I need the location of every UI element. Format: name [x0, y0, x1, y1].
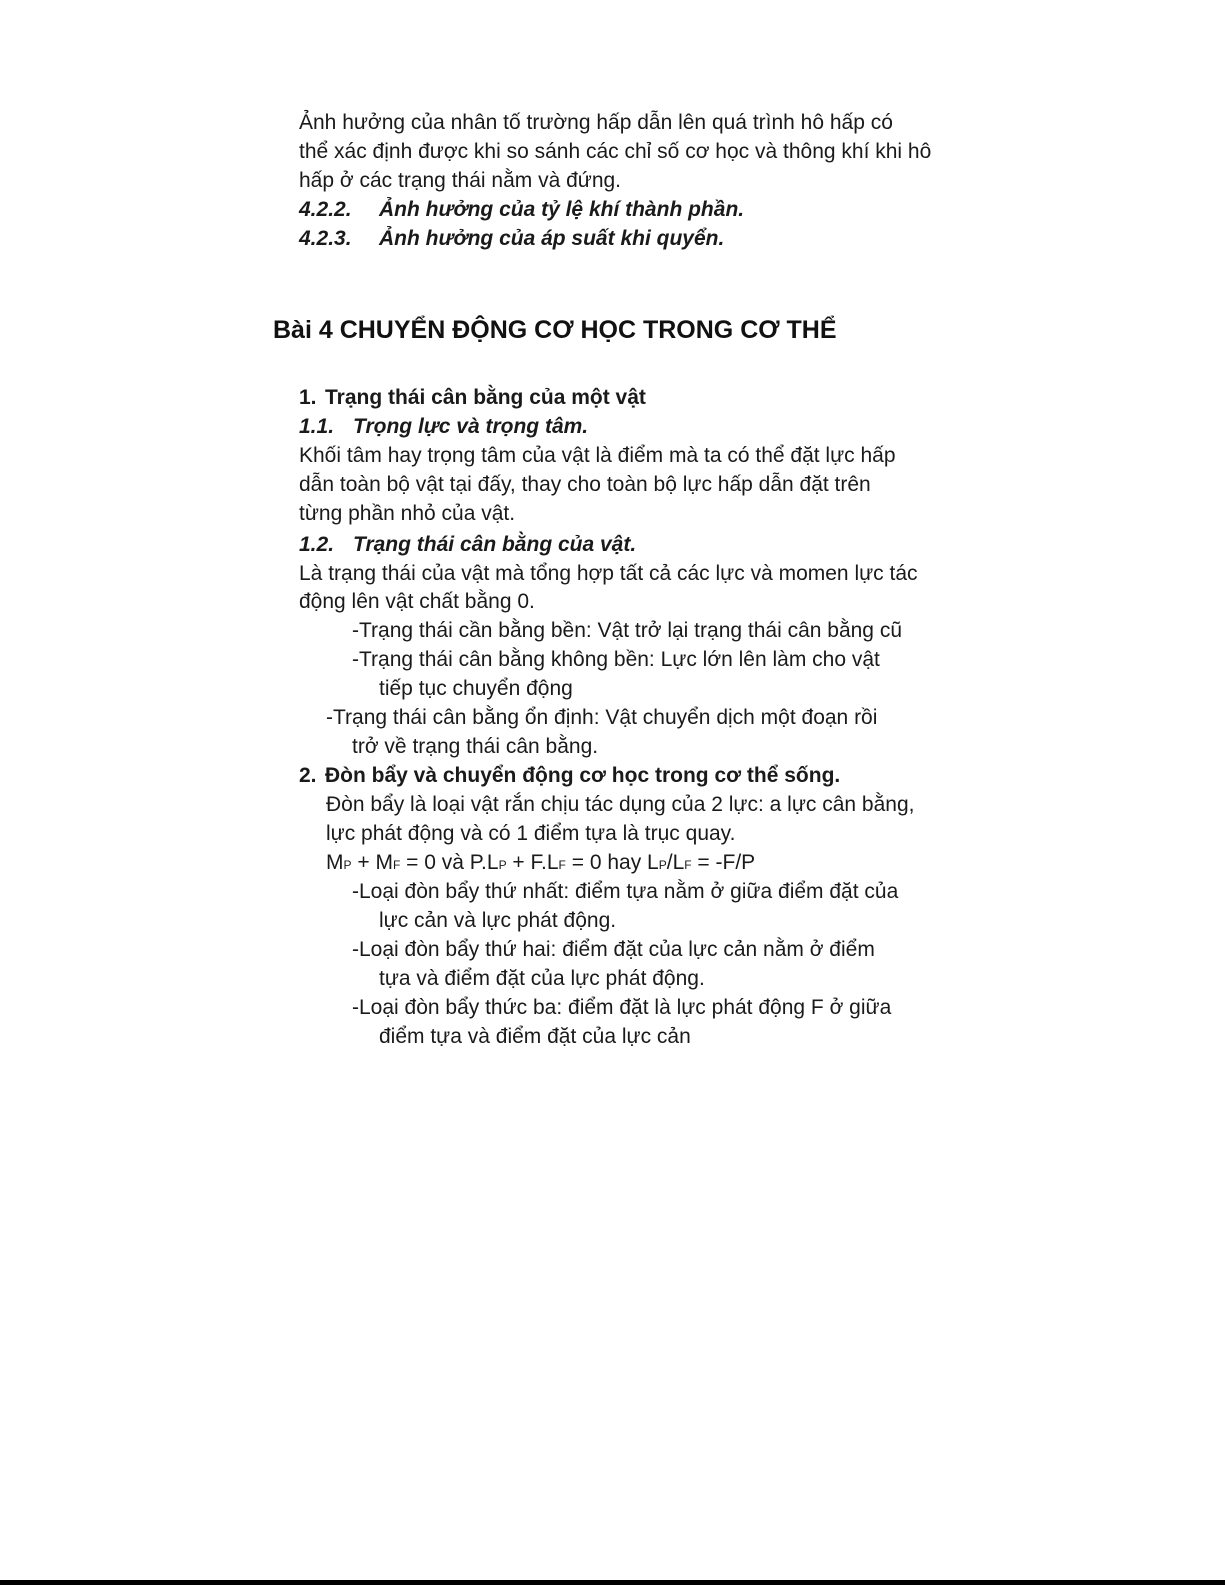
intro-line-2: thể xác định được khi so sánh các chỉ số cơ học và thông khí khi hô	[299, 140, 932, 163]
subheading-number: 4.2.2.	[299, 198, 352, 221]
intro-line-1: Ảnh hưởng của nhân tố trường hấp dẫn lên quá trình hô hấp có	[299, 111, 893, 134]
paragraph-line: Khối tâm hay trọng tâm của vật là điểm mà ta có thể đặt lực hấp	[299, 444, 896, 467]
bullet-item: -Loại đòn bẩy thứ hai: điểm đặt của lực cản nằm ở điểm	[352, 938, 875, 961]
bullet-item: -Loại đòn bẩy thứ nhất: điểm tựa nằm ở giữa điểm đặt của	[352, 880, 899, 903]
formula-subscript: F	[558, 858, 566, 872]
section-heading-text: Trạng thái cân bằng của một vật	[325, 386, 646, 409]
subheading-1-1	[299, 412, 588, 441]
subheading-text: Trọng lực và trọng tâm.	[353, 415, 589, 438]
bullet-continuation: lực cản và lực phát động.	[379, 909, 617, 932]
subheading-text: Ảnh hưởng của áp suất khi quyển.	[379, 227, 725, 250]
paragraph-line: động lên vật chất bằng 0.	[299, 590, 535, 613]
formula-subscript: F	[684, 858, 692, 872]
bullet-item: -Loại đòn bẩy thức ba: điểm đặt là lực phát động F ở giữa	[352, 996, 892, 1019]
section-number: 2.	[299, 764, 317, 787]
formula-subscript: P	[658, 858, 667, 872]
subheading-number: 1.2.	[299, 533, 335, 556]
formula-part: /L	[666, 851, 685, 874]
lever-formula	[326, 848, 755, 880]
subheading-text: Ảnh hưởng của tỷ lệ khí thành phần.	[379, 198, 745, 221]
subheading-4-2-2	[299, 195, 744, 224]
page-bottom-border	[0, 1580, 1225, 1585]
subheading-1-2	[299, 530, 636, 559]
formula-part: = -F/P	[691, 851, 756, 874]
formula-subscript: P	[343, 858, 352, 872]
formula-part: + F.L	[506, 851, 559, 874]
section-1-heading	[299, 383, 646, 412]
paragraph-line: lực phát động và có 1 điểm tựa là trục quay.	[326, 822, 736, 845]
bullet-item: -Trạng thái cân bằng ổn định: Vật chuyển dịch một đoạn rồi	[326, 706, 878, 729]
paragraph-line: Là trạng thái của vật mà tổng hợp tất cả các lực và momen lực tác	[299, 562, 918, 585]
formula-subscript: P	[498, 858, 507, 872]
section-2-heading	[299, 761, 840, 790]
lesson-title: Bài 4 CHUYỂN ĐỘNG CƠ HỌC TRONG CƠ THỂ	[273, 316, 837, 344]
subheading-number: 4.2.3.	[299, 227, 352, 250]
intro-line-3: hấp ở các trạng thái nằm và đứng.	[299, 169, 622, 192]
paragraph-line: từng phần nhỏ của vật.	[299, 502, 516, 525]
bullet-continuation: tựa và điểm đặt của lực phát động.	[379, 967, 705, 990]
formula-part: = 0 hay L	[565, 851, 659, 874]
formula-subscript: F	[392, 858, 401, 872]
paragraph-line: Đòn bẩy là loại vật rắn chịu tác dụng của 2 lực: a lực cân bằng,	[326, 793, 915, 816]
formula-part: = 0 và P.L	[400, 851, 499, 874]
formula-part: + M	[351, 851, 393, 874]
bullet-item: -Trạng thái cân bằng không bền: Lực lớn lên làm cho vật	[352, 648, 880, 671]
bullet-continuation: trở về trạng thái cân bằng.	[352, 735, 599, 758]
section-heading-text: Đòn bẩy và chuyển động cơ học trong cơ thể sống.	[325, 764, 841, 787]
formula-part: M	[326, 851, 344, 874]
bullet-continuation: tiếp tục chuyển động	[379, 677, 573, 700]
subheading-4-2-3	[299, 224, 724, 253]
bullet-continuation: điểm tựa và điểm đặt của lực cản	[379, 1025, 691, 1048]
bullet-item: -Trạng thái cần bằng bền: Vật trở lại trạng thái cân bằng cũ	[352, 619, 902, 642]
subheading-text: Trạng thái cân bằng của vật.	[353, 533, 637, 556]
section-number: 1.	[299, 386, 317, 409]
paragraph-line: dẫn toàn bộ vật tại đấy, thay cho toàn bộ lực hấp dẫn đặt trên	[299, 473, 871, 496]
subheading-number: 1.1.	[299, 415, 335, 438]
